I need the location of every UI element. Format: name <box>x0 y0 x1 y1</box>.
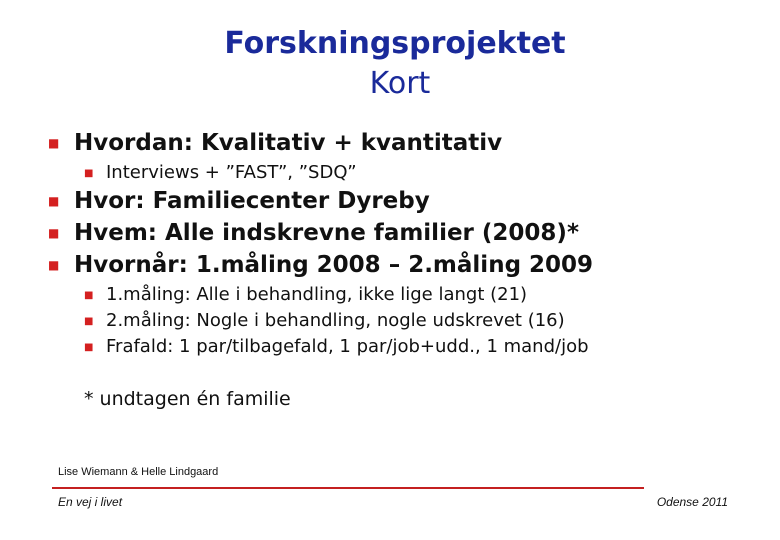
sub-bullet-item <box>84 336 589 357</box>
square-bullet-icon: ■ <box>84 168 94 179</box>
square-bullet-icon: ■ <box>48 136 60 150</box>
footer-right-text: Odense 2011 <box>656 495 728 509</box>
sub-bullet-item <box>84 284 527 305</box>
title-sub: Kort <box>369 66 431 101</box>
footer-left-text: En vej i livet <box>58 495 123 509</box>
bullet-text: Hvem: Alle indskrevne familier (2008)* <box>74 220 579 246</box>
footer-authors: Lise Wiemann & Helle Lindgaard <box>58 466 219 478</box>
sub-bullet-text: Frafald: 1 par/tilbagefald, 1 par/job+udd., 1 mand/job <box>106 336 589 357</box>
square-bullet-icon: ■ <box>84 316 94 327</box>
square-bullet-icon: ■ <box>48 258 60 272</box>
square-bullet-icon: ■ <box>48 226 60 240</box>
sub-bullet-text: Interviews + ”FAST”, ”SDQ” <box>106 162 357 183</box>
bullet-text: Hvordan: Kvalitativ + kvantitativ <box>74 130 503 156</box>
sub-bullet-text: 2.måling: Nogle i behandling, nogle udskrevet (16) <box>106 310 565 331</box>
square-bullet-icon: ■ <box>48 194 60 208</box>
footer-divider <box>52 487 644 489</box>
bullet-item <box>48 252 593 278</box>
bullet-item <box>48 220 579 246</box>
footnote: * undtagen én familie <box>84 388 291 410</box>
bullet-item <box>48 188 430 214</box>
sub-bullet-text: 1.måling: Alle i behandling, ikke lige langt (21) <box>106 284 528 305</box>
bullet-item <box>48 130 502 156</box>
square-bullet-icon: ■ <box>84 342 94 353</box>
sub-bullet-item <box>84 310 565 331</box>
square-bullet-icon: ■ <box>84 290 94 301</box>
bullet-text: Hvor: Familiecenter Dyreby <box>74 188 430 214</box>
slide-title <box>0 24 780 104</box>
title-main: Forskningsprojektet <box>224 26 566 61</box>
sub-bullet-item <box>84 162 357 183</box>
bullet-text: Hvornår: 1.måling 2008 – 2.måling 2009 <box>74 252 594 278</box>
